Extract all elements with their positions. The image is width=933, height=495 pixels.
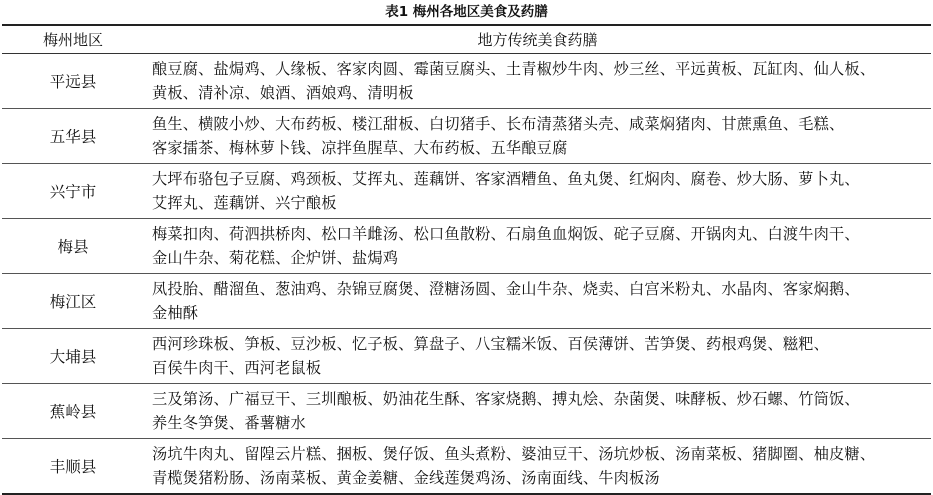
dishes-cell — [144, 164, 931, 219]
header-dishes: 地方传统美食药膳 — [477, 31, 598, 49]
food-table — [2, 24, 931, 495]
dishes-line: 养生冬笋煲、番薯糖水 — [152, 414, 306, 432]
dishes-line: 大坪布骆包子豆腐、鸡颈板、艾挥丸、莲藕饼、客家酒糟鱼、鱼丸煲、红焖肉、腐卷、炒大肠、萝卜丸、 — [152, 170, 860, 188]
table-row — [2, 219, 931, 274]
dishes-cell — [144, 274, 931, 329]
region-cell: 兴宁市 — [49, 183, 97, 201]
dishes-cell — [144, 109, 931, 164]
table-row — [2, 439, 931, 495]
dishes-line: 凤投胎、醋溜鱼、葱油鸡、杂锦豆腐煲、澄糖汤圆、金山牛杂、烧卖、白宫米粉丸、水晶肉、客家焖鹅、 — [152, 280, 860, 298]
region-cell: 梅县 — [57, 238, 89, 256]
dishes-line: 鱼生、横陂小炒、大布药板、楼江甜板、白切猪手、长布清蒸猪头壳、咸菜焖猪肉、甘蔗熏鱼、毛糕、 — [152, 115, 845, 133]
table-row — [2, 164, 931, 219]
dishes-cell — [144, 329, 931, 384]
dishes-line: 百侯牛肉干、西河老鼠板 — [152, 359, 322, 377]
table-row — [2, 274, 931, 329]
dishes-cell — [144, 384, 931, 439]
table-caption: 表1 梅州各地区美食及药膳 — [385, 4, 548, 20]
table-row — [2, 54, 931, 109]
header-region: 梅州地区 — [42, 31, 103, 49]
dishes-line: 酿豆腐、盐焗鸡、人缘板、客家肉圆、霉菌豆腐头、土青椒炒牛肉、炒三丝、平远黄板、瓦缸肉、仙人板、 — [152, 60, 876, 78]
region-cell: 丰顺县 — [49, 458, 97, 476]
table-row — [2, 384, 931, 439]
dishes-line: 青榄煲猪粉肠、汤南菜板、黄金姜糖、金线莲煲鸡汤、汤南面线、牛肉板汤 — [152, 469, 660, 487]
dishes-cell — [144, 439, 931, 495]
dishes-line: 黄板、清补凉、娘酒、酒娘鸡、清明板 — [152, 84, 414, 102]
region-cell: 蕉岭县 — [49, 403, 97, 421]
dishes-line: 客家擂茶、梅林萝卜钱、凉拌鱼腥草、大布药板、五华酿豆腐 — [152, 139, 568, 157]
dishes-line: 三及第汤、广福豆干、三圳酿板、奶油花生酥、客家烧鹅、搏丸烩、杂菌煲、味酵板、炒石螺、竹筒饭、 — [152, 390, 860, 408]
dishes-line: 金山牛杂、菊花糕、企炉饼、盐焗鸡 — [152, 249, 399, 267]
dishes-line: 汤坑牛肉丸、留隍云片糕、捆板、煲仔饭、鱼头煮粉、婆油豆干、汤坑炒板、汤南菜板、猪脚圈、柚皮糖、 — [152, 445, 876, 463]
dishes-cell — [144, 54, 931, 109]
region-cell: 梅江区 — [49, 293, 97, 311]
table-row — [2, 109, 931, 164]
dishes-line: 金柚酥 — [152, 304, 199, 322]
dishes-line: 艾挥丸、莲藕饼、兴宁酿板 — [152, 194, 337, 212]
region-cell: 平远县 — [49, 73, 97, 91]
table-row — [2, 329, 931, 384]
dishes-line: 西河珍珠板、笋板、豆沙板、忆子板、算盘子、八宝糯米饭、百侯薄饼、苦笋煲、药根鸡煲、糍粑、 — [152, 335, 830, 353]
region-cell: 大埔县 — [49, 348, 97, 366]
header-row — [2, 25, 931, 54]
dishes-line: 梅菜扣肉、荷泗拱桥肉、松口羊雌汤、松口鱼散粉、石扇鱼血焖饭、砣子豆腐、开锅肉丸、白渡牛肉干、 — [152, 225, 860, 243]
region-cell: 五华县 — [49, 128, 97, 146]
dishes-cell — [144, 219, 931, 274]
